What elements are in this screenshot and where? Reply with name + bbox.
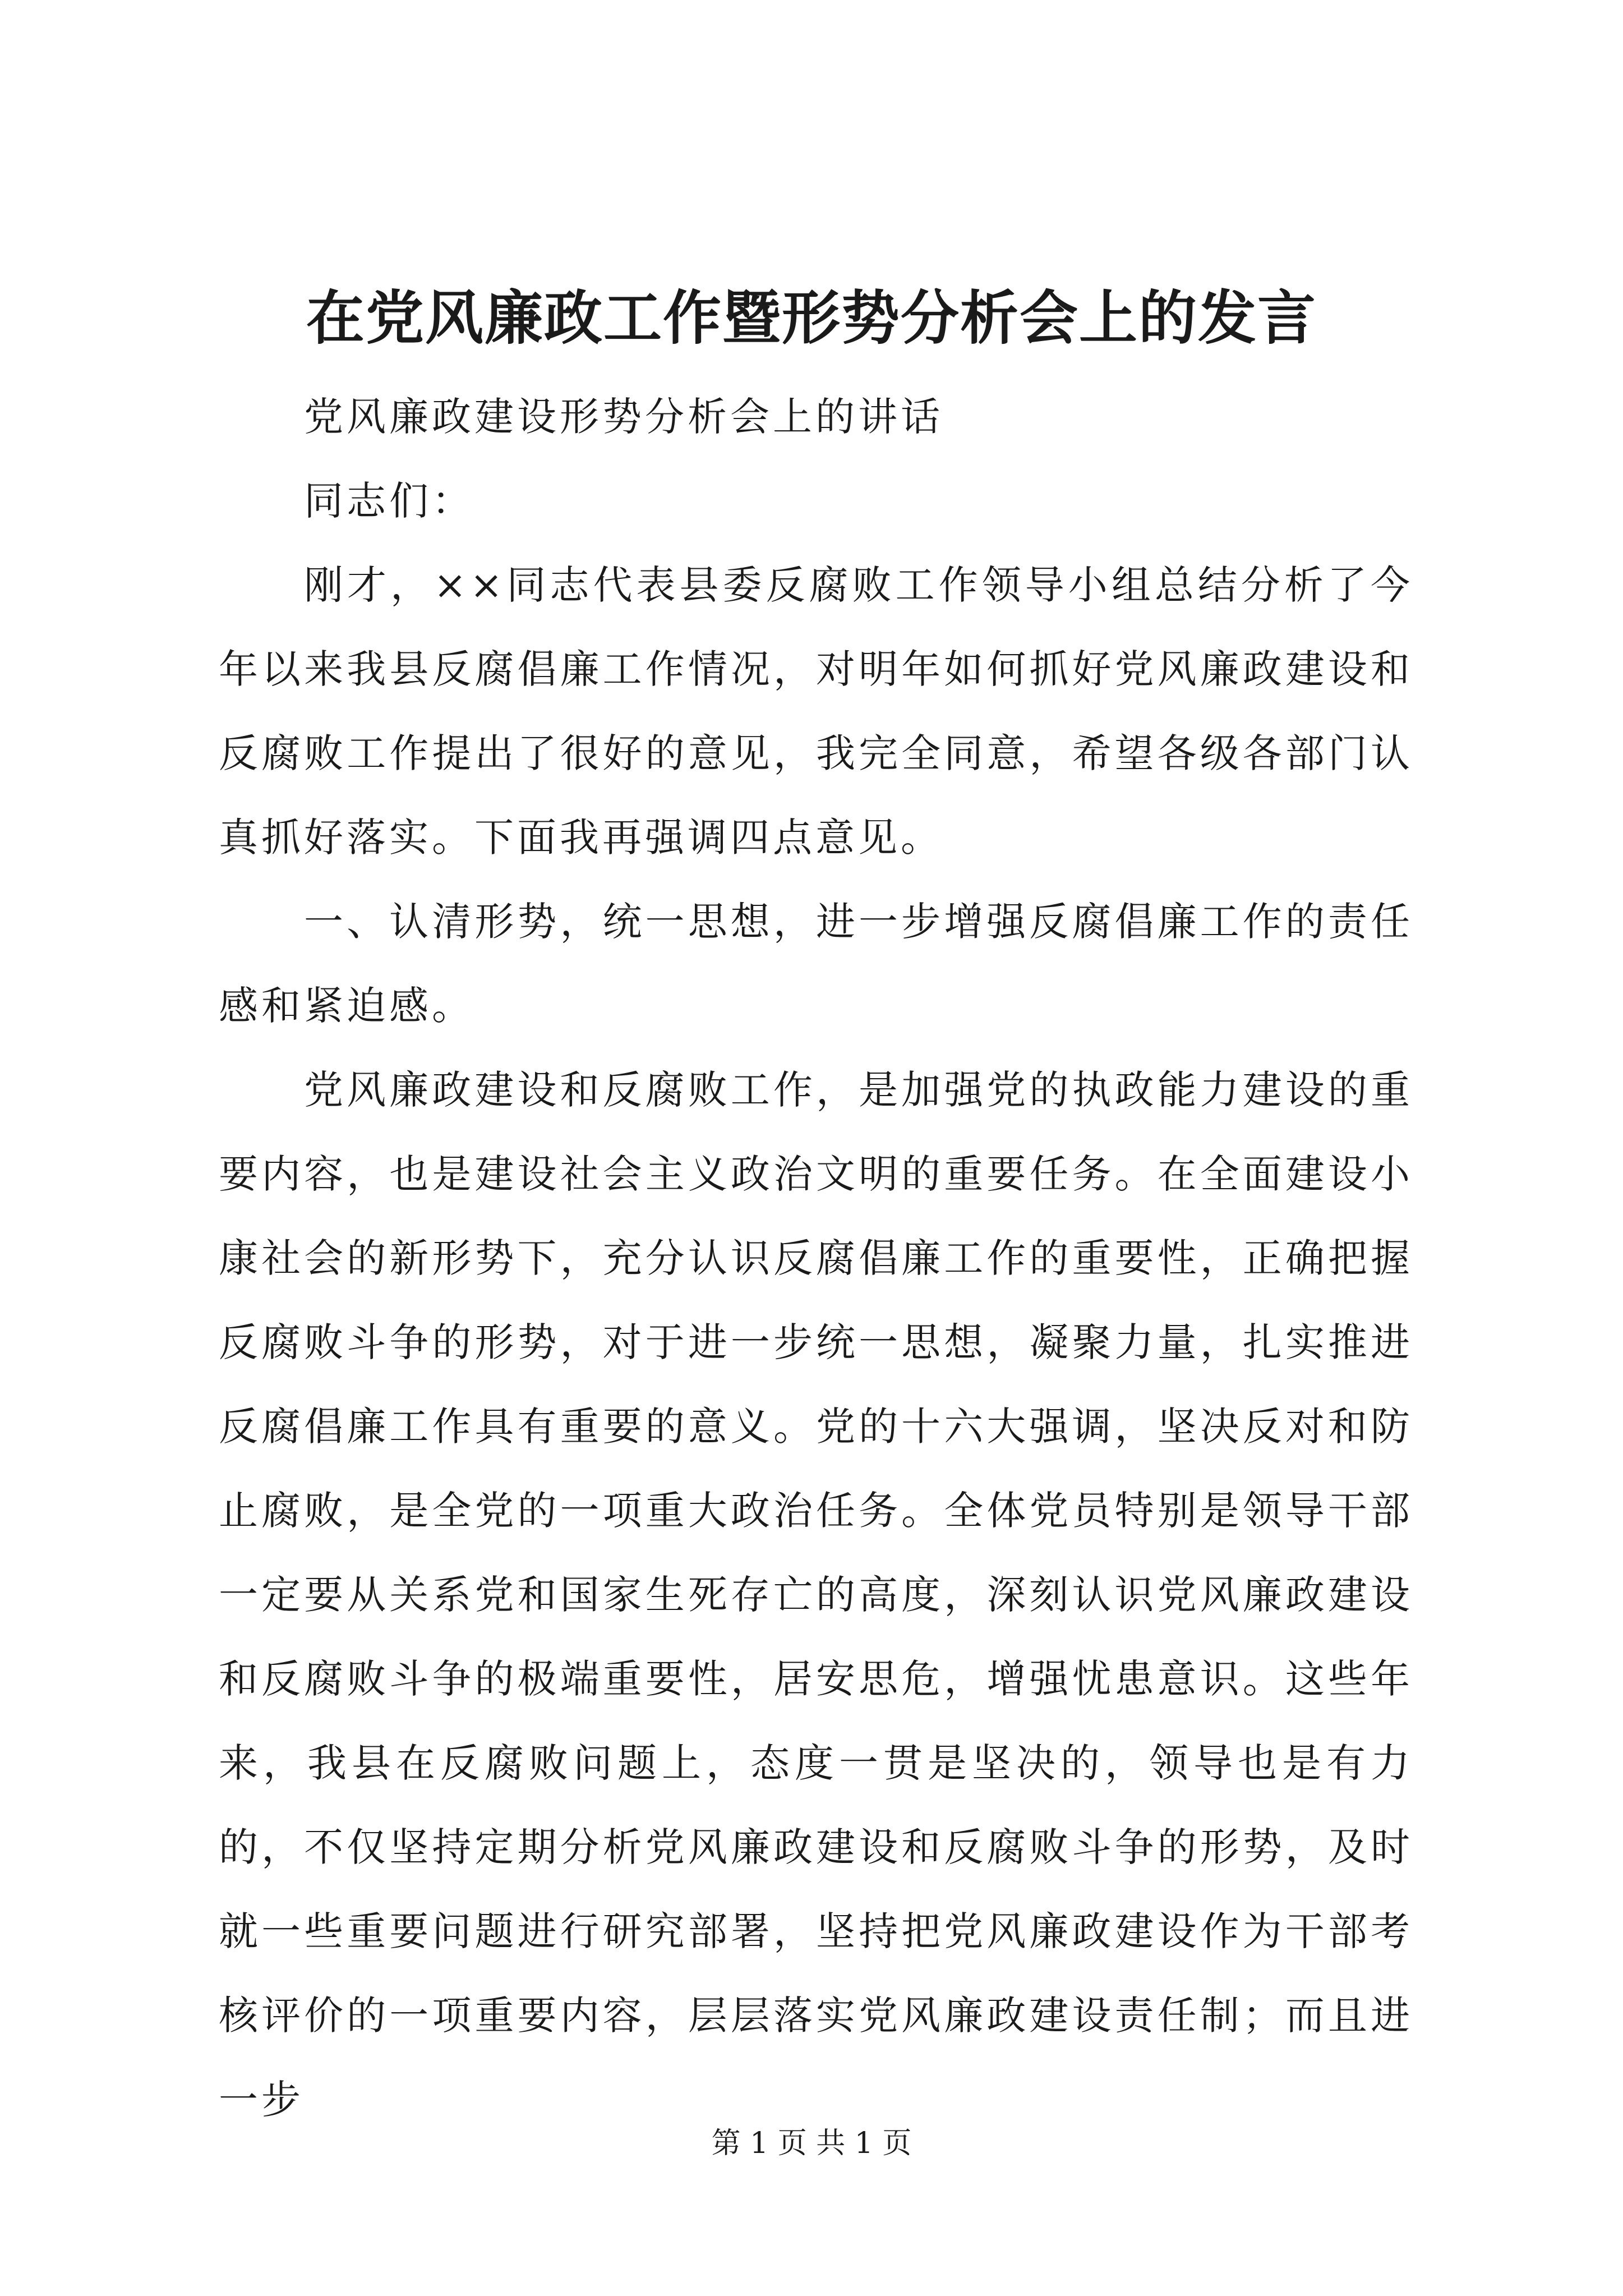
salutation-paragraph: 同志们：	[304, 478, 474, 524]
page-number-footer: 第 1 页 共 1 页	[711, 2127, 912, 2160]
body-paragraph: 党风廉政建设和反腐败工作，是加强党的执政能力建设的重要内容，也是建设社会主义政治文明的重要任务。在全面建设小康社会的新形势下，充分认识反腐倡廉工作的重要性，正确把握反腐败斗争的形势，对于进一步统一思想，凝聚力量，扎实推进反腐倡廉工作具有重要的意义。党的十六大强调，坚决反对和防止腐败，是全党的一项重大政治任务。全体党员特别是领导干部一定要从关系党和国家生死存亡的高度，深刻认识党风廉政建设和反腐败斗争的极端重要性，居安思危，增强忧患意识。这些年来，我县在反腐败问题上，态度一贯是坚决的，领导也是有力的，不仅坚持定期分析党风廉政建设和反腐败斗争的形势，及时就一些重要问题进行研究部署，坚持把党风廉政建设作为干部考核评价的一项重要内容，层层落实党风廉政建设责任制；而且进一步	[219, 1067, 1413, 2123]
subtitle-paragraph: 党风廉政建设形势分析会上的讲话	[304, 394, 943, 440]
document-body	[219, 375, 1413, 2142]
section-heading-paragraph: 一、认清形势，统一思想，进一步增强反腐倡廉工作的责任感和紧迫感。	[219, 899, 1413, 1029]
document-title: 在党风廉政工作暨形势分析会上的发言	[306, 283, 1317, 352]
intro-paragraph: 刚才，××同志代表县委反腐败工作领导小组总结分析了今年以来我县反腐倡廉工作情况，对明年如何抓好党风廉政建设和反腐败工作提出了很好的意见，我完全同意，希望各级各部门认真抓好落实。下面我再强调四点意见。	[219, 562, 1413, 861]
